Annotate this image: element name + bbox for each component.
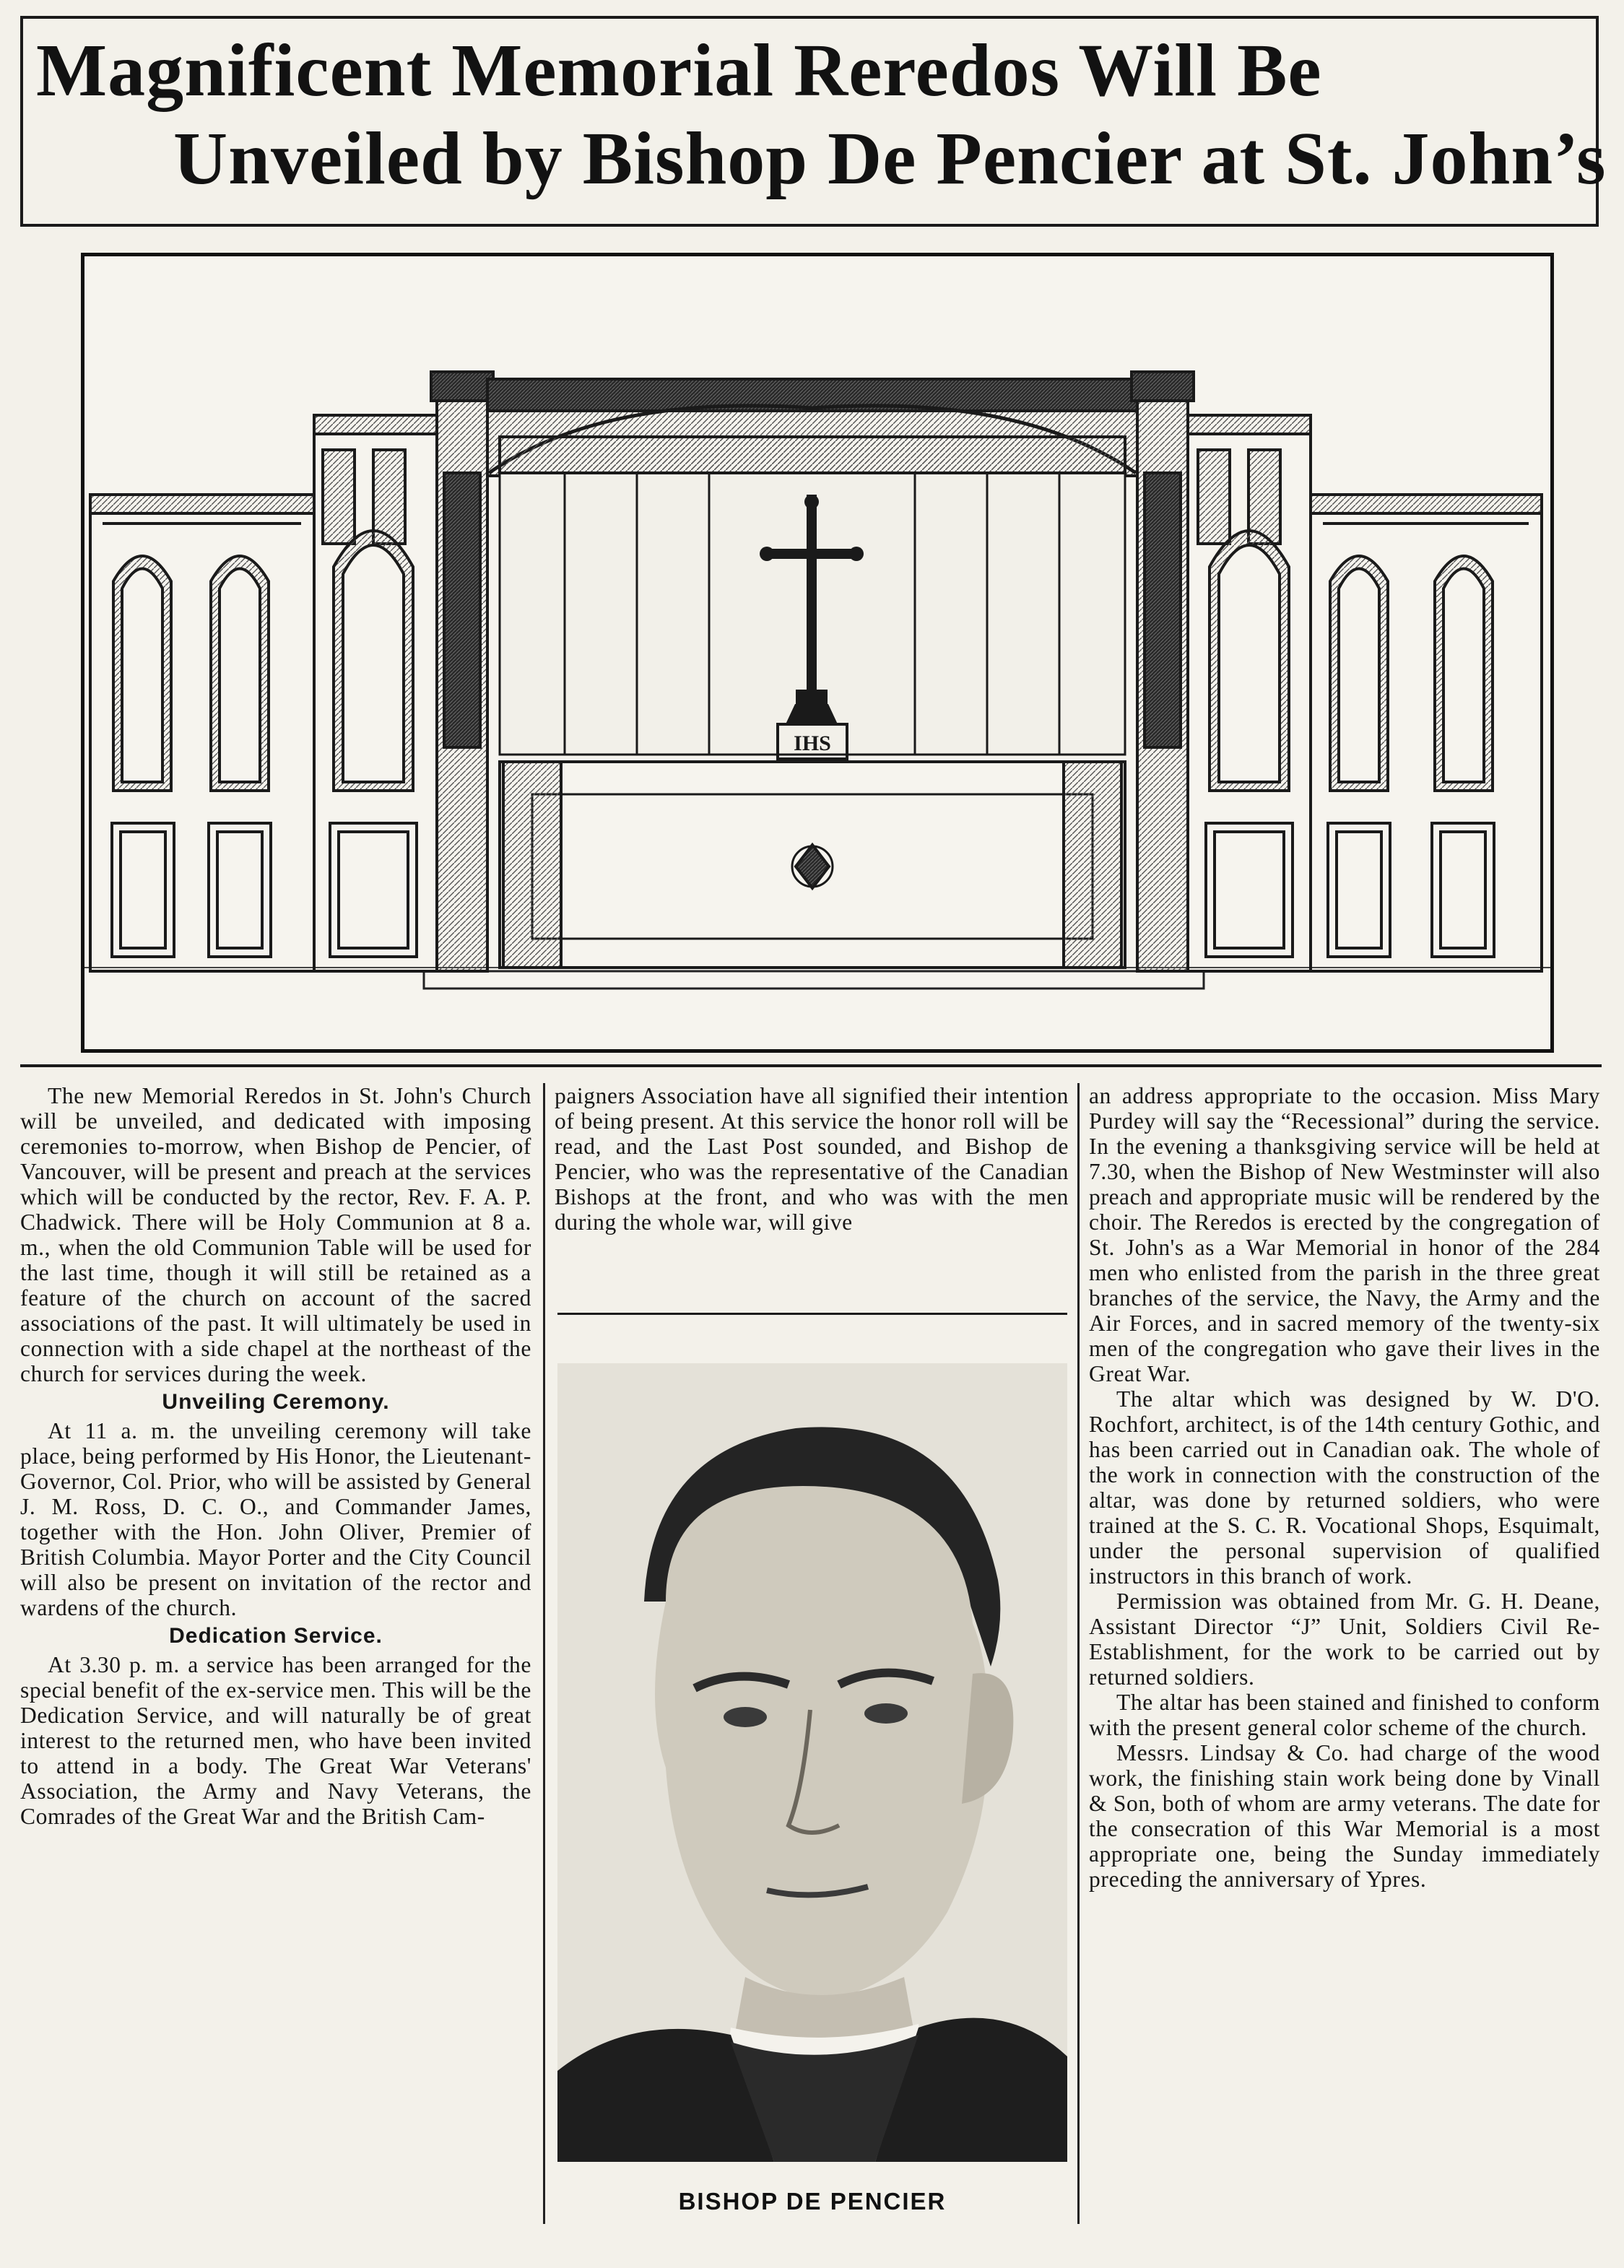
column-rule (1077, 1083, 1080, 2224)
headline-line-2: Unveiled by Bishop De Pencier at St. John’s (173, 117, 1607, 200)
article-paragraph: At 11 a. m. the unveiling ceremony will take place, being performed by His Honor, the Lieutenant-Governor, Col. Prior, who will be assisted by General J. M. Ross, D. C. O., and Commander James, together with the Hon. John Oliver, Premier of British Columbia. Mayor Porter and the City Council will also be present on invitation of the rector and wardens of the church. (20, 1418, 531, 1620)
section-rule (20, 1064, 1602, 1067)
article-paragraph: The new Memorial Reredos in St. John's Church will be unveiled, and dedicated with imposing ceremonies to-morrow, when Bishop de Pencier, of Vancouver, will be present and preach at the services which will be conducted by the rector, Rev. F. A. P. Chadwick. There will be Holy Communion at 8 a. m., when the old Communion Table will be used for the last time, though it will still be retained as a feature of the church on account of the sacred associations of the past. It will ultimately be used in connection with a side chapel at the northeast of the church for services during the week. (20, 1083, 531, 1386)
headline-line-1: Magnificent Memorial Reredos Will Be (36, 29, 1322, 112)
article-paragraph: At 3.30 p. m. a service has been arranged for the special benefit of the ex-service men. This will be the Dedication Service, and will naturally be of great interest to the returned men, who have been invited to attend in a body. The Great War Veterans' Association, the Army and Navy Veterans, the Comrades of the Great War and the British Cam- (20, 1652, 531, 1829)
left-tall-panels (314, 415, 437, 971)
left-pinnacle (431, 372, 493, 971)
altar-table (500, 762, 1125, 968)
right-tall-panels (1188, 415, 1311, 971)
photo-rule (557, 1313, 1067, 1315)
reredos-illustration (81, 253, 1554, 1053)
article-paragraph: The altar which was designed by W. D'O. Rochfort, architect, is of the 14th century Gothic, and has been carried out in Canadian oak. The whole of the work in connection with the construction of the altar, was done by returned soldiers, who were trained at the S. C. R. Vocational Shops, Esquimalt, under the personal supervision of qualified instructors in this branch of work. (1089, 1386, 1600, 1589)
section-subhead: Dedication Service. (169, 1624, 383, 1648)
column-rule (543, 1083, 545, 2224)
article-column-2 (555, 1083, 1069, 1235)
right-wing-panels (1311, 495, 1542, 971)
article-paragraph: The altar has been stained and finished to conform with the present general color scheme of the church. (1089, 1690, 1600, 1740)
article-paragraph: Messrs. Lindsay & Co. had charge of the wood work, the finishing stain work being done by Vinall & Son, both of whom are army veterans. The date for the consecration of this War Memorial is a most appropriate one, being the Sunday immediately preceding the anniversary of Ypres. (1089, 1740, 1600, 1892)
photo-caption: BISHOP DE PENCIER (678, 2188, 947, 2215)
article-paragraph: an address appropriate to the occasion. Miss Mary Purdey will say the “Recessional” during the service. In the evening a thanksgiving service will be held at 7.30, when the Bishop of New Westminster will also preach and appropriate music will be rendered by the choir. The Reredos is erected by the congregation of St. John's as a War Memorial in honor of the 284 men who enlisted from the parish in the three great branches of the service, the Navy, the Army and the Air Forces, and in sacred memory of the twenty-six men of the congregation who gave their lives in the Great War. (1089, 1083, 1600, 1386)
left-wing-panels (90, 495, 314, 971)
article-column-1 (20, 1083, 531, 1829)
article-column-3 (1089, 1083, 1600, 1892)
article-paragraph: Permission was obtained from Mr. G. H. Deane, Assistant Director “J” Unit, Soldiers Civil Re-Establishment, for the work to be carried out by returned soldiers. (1089, 1589, 1600, 1690)
article-paragraph: paigners Association have all signified their intention of being present. At this service the honor roll will be read, and the Last Post sounded, and Bishop de Pencier, who was the representative of the Canadian Bishops at the front, and who was with the men during the whole war, will give (555, 1083, 1069, 1235)
panel-inscription: IHS (794, 731, 831, 755)
bishop-portrait (557, 1363, 1067, 2162)
right-pinnacle (1132, 372, 1194, 971)
section-subhead: Unveiling Ceremony. (162, 1390, 390, 1414)
